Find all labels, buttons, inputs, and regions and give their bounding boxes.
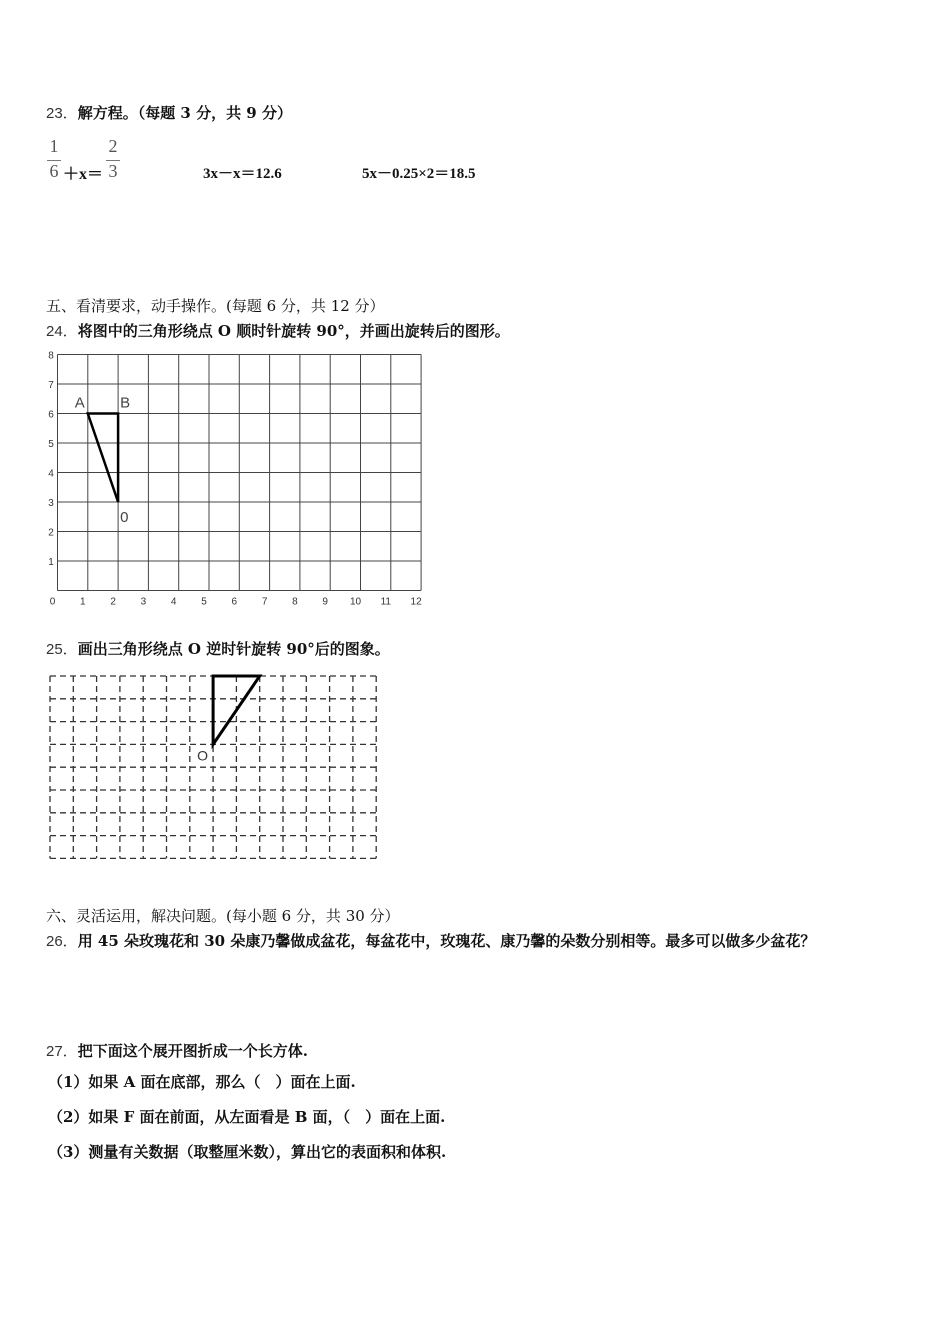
y-tick-label: 8 <box>48 350 54 362</box>
rotation-grid-25 <box>44 668 384 868</box>
x-tick-label: 10 <box>349 596 362 608</box>
question-27-number: 27． <box>46 1043 78 1060</box>
x-tick-label: 5 <box>201 596 207 608</box>
x-tick-label: 8 <box>292 596 298 608</box>
label-b: B <box>120 394 131 412</box>
x-tick-label: 1 <box>80 596 86 608</box>
y-tick-label: 5 <box>48 439 54 450</box>
question-23 <box>46 102 292 123</box>
equation-3: 5x－0.25×2＝18.5 <box>362 166 476 182</box>
question-23-number: 23． <box>46 105 78 122</box>
y-tick-label: 4 <box>48 468 54 480</box>
question-27-text: 把下面这个展开图折成一个长方体. <box>77 1042 308 1060</box>
label-a: A <box>74 394 85 412</box>
question-27 <box>46 1040 308 1061</box>
question-27-part-3: （3）测量有关数据（取整厘米数），算出它的表面积和体积. <box>48 1143 447 1161</box>
y-tick-label: 7 <box>48 380 54 391</box>
y-tick-label: 2 <box>48 527 54 539</box>
triangle-abo <box>88 414 118 503</box>
question-25-number: 25． <box>46 641 78 658</box>
question-26 <box>46 930 815 951</box>
y-tick-label: 6 <box>48 409 54 421</box>
question-25-text: 画出三角形绕点 O 逆时针旋转 90°后的图象。 <box>77 640 390 658</box>
section-6-title: 六、灵活运用，解决问题。(每小题 6 分，共 30 分） <box>46 907 400 925</box>
x-tick-label: 4 <box>170 596 177 608</box>
equation-2: 3x－x＝12.6 <box>203 166 282 182</box>
x-tick-label: 3 <box>140 596 147 608</box>
x-tick-label: 6 <box>231 596 238 608</box>
x-tick-label: 7 <box>261 596 268 608</box>
label-o-25: O <box>197 747 208 764</box>
question-24-text: 将图中的三角形绕点 O 顺时针旋转 90°，并画出旋转后的图形。 <box>77 322 510 340</box>
x-axis-ticks <box>50 597 422 608</box>
y-tick-label: 1 <box>48 557 54 568</box>
fraction-1-denominator: 6 <box>49 161 59 181</box>
fraction-2-numerator: 2 <box>108 136 118 156</box>
question-26-number: 26． <box>46 933 78 950</box>
x-tick-label: 12 <box>410 596 422 608</box>
question-24 <box>46 320 510 341</box>
equation-1-middle: ＋x＝ <box>63 166 104 183</box>
x-tick-label: 0 <box>49 596 56 608</box>
question-24-number: 24． <box>46 323 78 340</box>
fraction-2-denominator: 3 <box>108 161 118 181</box>
question-26-text: 用 45 朵玫瑰花和 30 朵康乃馨做成盆花，每盆花中，玫瑰花、康乃馨的朵数分别相等。最多可以做多少盆花？ <box>77 932 816 950</box>
y-tick-label: 3 <box>48 498 54 509</box>
grid-lines <box>58 355 422 591</box>
question-27-part-2: （2）如果 F 面在前面，从左面看是 B 面，（ ）面在上面. <box>48 1108 446 1126</box>
label-o: 0 <box>120 509 129 526</box>
y-axis-ticks <box>48 351 54 569</box>
rotation-grid-24 <box>40 348 440 610</box>
x-tick-label: 2 <box>110 596 116 608</box>
x-tick-label: 11 <box>380 596 391 608</box>
fraction-1-numerator: 1 <box>49 136 59 156</box>
x-tick-label: 9 <box>322 596 328 608</box>
question-23-text: 解方程。（每题 3 分，共 9 分） <box>77 104 292 122</box>
question-25 <box>46 638 390 659</box>
section-5-title: 五、看清要求，动手操作。(每题 6 分，共 12 分） <box>46 297 385 315</box>
question-27-part-1: （1）如果 A 面在底部，那么（ ）面在上面. <box>48 1073 356 1091</box>
